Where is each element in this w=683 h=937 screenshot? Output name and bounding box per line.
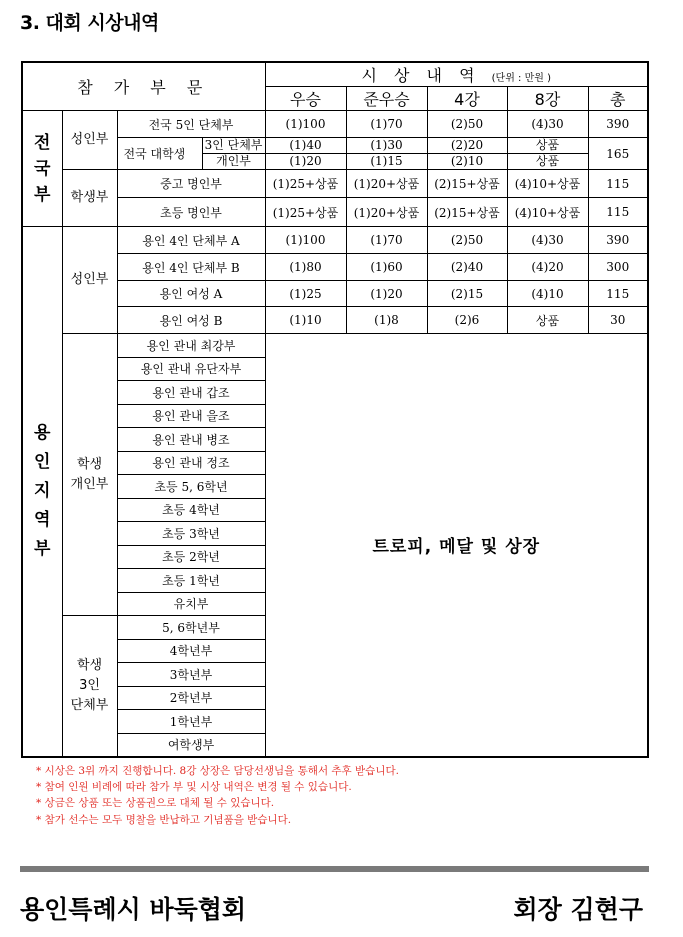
- cell-value: (4)10: [507, 281, 588, 307]
- national-division-label: [22, 111, 62, 227]
- cell-value: (2)20: [450, 138, 484, 152]
- label-line: 학생: [76, 456, 103, 472]
- yongin-adult-label: 성인부: [62, 227, 117, 334]
- row-name: 초등 4학년: [117, 498, 265, 522]
- national-student-label: 학생부: [62, 170, 117, 227]
- yongin-student-team-label: [62, 616, 117, 757]
- national-label-char: 부: [34, 184, 51, 205]
- row-name: 용인 관내 유단자부: [117, 357, 265, 381]
- yongin-label-char: 용: [34, 422, 51, 443]
- cell-total: 390: [588, 227, 648, 254]
- rank-runner-up: 준우승: [346, 87, 427, 111]
- cell-value: (1)10: [265, 307, 346, 334]
- rank-quarterfinal: 8강: [507, 87, 588, 111]
- row-name: 초등 명인부: [117, 198, 265, 227]
- row-name: 용인 관내 최강부: [117, 334, 265, 358]
- header-title: [265, 62, 648, 87]
- cell-value: (1)20+상품: [346, 198, 427, 227]
- trophy-note: 트로피, 메달 및 상장: [265, 334, 648, 757]
- cell-value: (2)15+상품: [427, 198, 507, 227]
- cell-value: (4)20: [507, 254, 588, 281]
- note-line: * 시상은 3위 까지 진행합니다. 8강 상장은 담당선생님을 통해서 추후 받습니다.: [36, 765, 399, 777]
- rank-semifinal: 4강: [427, 87, 507, 111]
- notes: [36, 763, 399, 828]
- organization-name: 용인특례시 바둑협회: [20, 895, 247, 924]
- label-line: 단체부: [70, 697, 109, 713]
- section-title: 3. 대회 시상내역: [20, 12, 159, 34]
- cell-total: 300: [588, 254, 648, 281]
- cell-value: 상품: [535, 138, 560, 152]
- row-name: 중고 명인부: [117, 170, 265, 198]
- college-row: [117, 138, 265, 170]
- rank-winner: 우승: [265, 87, 346, 111]
- header-title-text: 시 상 내 역: [361, 66, 481, 85]
- college-cell: [346, 138, 427, 170]
- cell-value: (1)100: [265, 227, 346, 254]
- row-name: 용인 4인 단체부 A: [117, 227, 265, 254]
- cell-value: (1)20+상품: [346, 170, 427, 198]
- row-name: 용인 관내 병조: [117, 428, 265, 452]
- cell-value: (1)60: [346, 254, 427, 281]
- cell-value: (4)30: [507, 111, 588, 138]
- row-name: 3학년부: [117, 663, 265, 687]
- cell-value: (1)80: [265, 254, 346, 281]
- row-name: 4학년부: [117, 639, 265, 663]
- row-name: 5, 6학년부: [117, 616, 265, 640]
- college-name: 전국 대학생: [118, 138, 203, 169]
- college-indiv-name: 개인부: [203, 153, 265, 169]
- cell-value: (2)10: [428, 153, 507, 169]
- prize-table: [21, 61, 649, 758]
- note-line: * 상금은 상품 또는 상품권으로 대체 될 수 있습니다.: [36, 797, 275, 810]
- note-line: * 참여 인원 비례에 따라 참가 부 및 시상 내역은 변경 될 수 있습니다.: [36, 781, 352, 794]
- cell-value: (2)40: [427, 254, 507, 281]
- cell-total: 115: [588, 170, 648, 198]
- college-team3-name: 3인 단체부: [204, 138, 263, 152]
- college-cell: [507, 138, 588, 170]
- national-label-char: 전: [34, 132, 51, 153]
- yongin-label-char: 지: [34, 480, 51, 501]
- cell-value: (2)15: [427, 281, 507, 307]
- cell-value: (4)10+상품: [507, 198, 588, 227]
- cell-value: (2)6: [427, 307, 507, 334]
- national-label-char: 국: [34, 158, 51, 179]
- cell-value: (1)70: [346, 111, 427, 138]
- row-name: 여학생부: [117, 733, 265, 757]
- yongin-label-char: 인: [34, 451, 51, 472]
- header-unit: (단위 : 만원 ): [491, 73, 552, 84]
- cell-value: (4)30: [507, 227, 588, 254]
- cell-value: (1)20: [346, 281, 427, 307]
- cell-value: (1)40: [289, 138, 322, 152]
- row-name: 초등 1학년: [117, 569, 265, 593]
- cell-value: (1)70: [346, 227, 427, 254]
- row-name: 용인 관내 을조: [117, 404, 265, 428]
- cell-value: (1)25: [265, 281, 346, 307]
- row-name: 2학년부: [117, 686, 265, 710]
- cell-total: 165: [588, 138, 648, 170]
- cell-total: 115: [588, 281, 648, 307]
- college-cell: [427, 138, 507, 170]
- rank-total: 총: [588, 87, 648, 111]
- cell-total: 30: [588, 307, 648, 334]
- footer-divider: [20, 866, 649, 872]
- row-name: 용인 관내 갑조: [117, 381, 265, 405]
- label-line: 학생: [76, 657, 103, 673]
- cell-value: (2)50: [427, 111, 507, 138]
- row-name: 용인 관내 정조: [117, 451, 265, 475]
- cell-value: (4)10+상품: [507, 170, 588, 198]
- row-name: 용인 4인 단체부 B: [117, 254, 265, 281]
- cell-value: (2)50: [427, 227, 507, 254]
- yongin-student-indiv-label: [62, 334, 117, 616]
- cell-total: 390: [588, 111, 648, 138]
- cell-value: (1)25+상품: [265, 170, 346, 198]
- national-adult-label: 성인부: [62, 111, 117, 170]
- yongin-division-label: [22, 227, 62, 757]
- president-name: 회장 김현구: [513, 895, 643, 924]
- label-line: 개인부: [70, 476, 109, 492]
- row-name: 유치부: [117, 592, 265, 616]
- row-name: 초등 5, 6학년: [117, 475, 265, 499]
- cell-value: (1)20: [266, 153, 346, 169]
- cell-value: 상품: [508, 153, 588, 169]
- yongin-label-char: 부: [34, 538, 51, 559]
- yongin-label-char: 역: [34, 509, 51, 530]
- cell-value: (1)100: [265, 111, 346, 138]
- label-line: 3인: [79, 677, 100, 693]
- row-name: 전국 5인 단체부: [117, 111, 265, 138]
- row-name: 1학년부: [117, 710, 265, 734]
- cell-value: (1)25+상품: [265, 198, 346, 227]
- cell-value: 상품: [507, 307, 588, 334]
- cell-value: (1)30: [370, 138, 403, 152]
- row-name: 용인 여성 A: [117, 281, 265, 307]
- note-line: * 참가 선수는 모두 명찰을 반납하고 기념품을 받습니다.: [36, 813, 292, 826]
- cell-value: (2)15+상품: [427, 170, 507, 198]
- row-name: 용인 여성 B: [117, 307, 265, 334]
- cell-total: 115: [588, 198, 648, 227]
- header-category: 참 가 부 문: [22, 62, 265, 111]
- cell-value: (1)8: [346, 307, 427, 334]
- row-name: 초등 2학년: [117, 545, 265, 569]
- college-cell: [265, 138, 346, 170]
- row-name: 초등 3학년: [117, 522, 265, 546]
- cell-value: (1)15: [347, 153, 427, 169]
